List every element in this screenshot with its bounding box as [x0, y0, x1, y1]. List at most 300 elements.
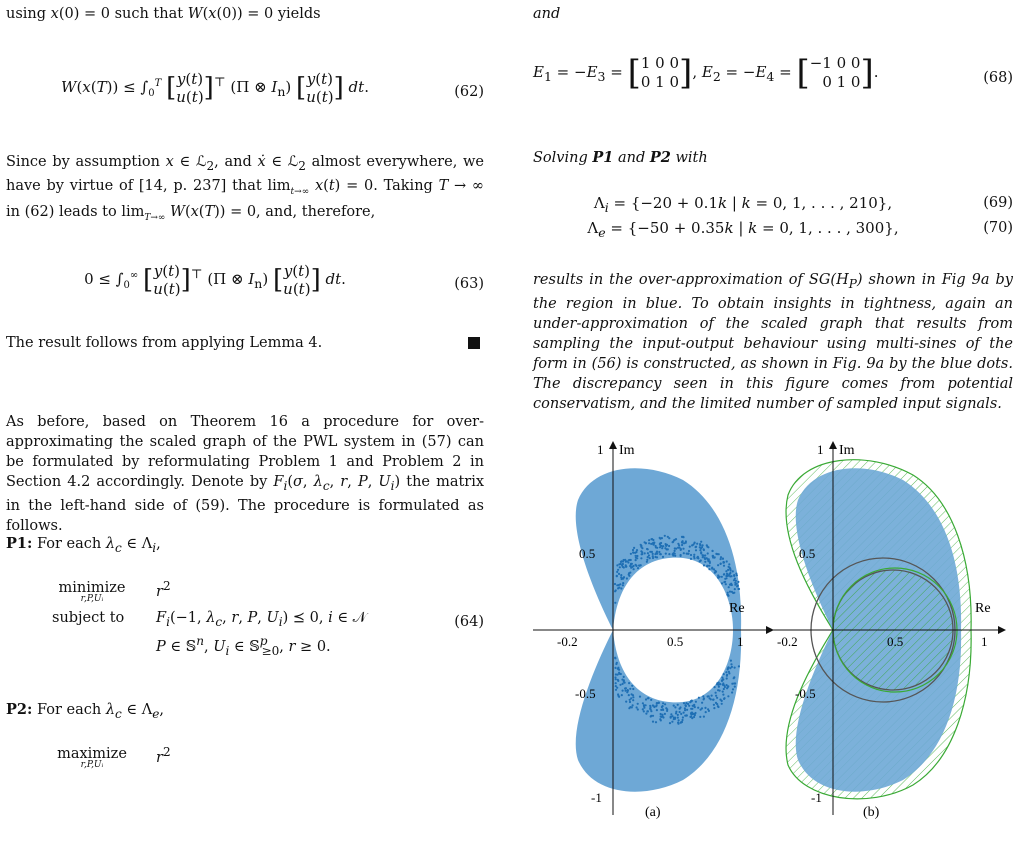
sample-dot	[632, 549, 634, 551]
sample-dot	[697, 556, 699, 558]
sample-dot	[658, 702, 660, 704]
sample-dot	[640, 550, 642, 552]
tick-label: -1	[591, 790, 602, 805]
sample-dot	[615, 589, 617, 591]
sample-dot	[729, 667, 731, 669]
tick-label: 1	[981, 634, 988, 649]
sample-dot	[735, 573, 737, 575]
sample-dot	[631, 693, 633, 695]
sample-dot	[620, 576, 622, 578]
sample-dot	[735, 580, 737, 582]
paragraph: Since by assumption x ∈ ℒ$_2$, and ẋ ∈ ℒ$_2$ almost everywhere, we have by virtue of [14, p. 237] that $\lim_{t\to\infty} x(t) = 0$. Taking T → ∞ in (62) leads to $\lim_{T\to\infty} W(x(T)) = 0$, and, therefore,	[6, 154, 485, 223]
sample-dot	[733, 676, 735, 678]
sample-dot	[670, 713, 672, 715]
sample-dot	[675, 712, 677, 714]
sample-dot	[652, 553, 654, 555]
tick-label: 0.5	[667, 634, 684, 649]
sample-dot	[645, 542, 647, 544]
equation-62: $W(x(T)) \le \int_0^T$ [y(t) u(t)]⊤ (Π ⊗ $I_n$) [y(t) u(t)] dt. (62)	[61, 70, 484, 106]
sample-dot	[730, 575, 732, 577]
sample-dot	[637, 708, 639, 710]
sample-dot	[721, 703, 723, 705]
sample-dot	[699, 544, 701, 546]
sample-dot	[640, 564, 642, 566]
sample-dot	[733, 579, 735, 581]
sample-dot	[646, 561, 648, 563]
figure-9	[533, 440, 1013, 830]
sample-dot	[652, 721, 654, 723]
sample-dot	[695, 546, 697, 548]
sample-dot	[628, 559, 630, 561]
sample-dot	[653, 706, 655, 708]
sample-dot	[682, 716, 684, 718]
tick-label: 0.5	[579, 546, 596, 561]
sample-dot	[685, 705, 687, 707]
sample-dot	[631, 685, 633, 687]
sample-dot	[662, 709, 664, 711]
tick-label: 1	[817, 442, 824, 457]
sample-dot	[707, 552, 709, 554]
sample-dot	[734, 588, 736, 590]
sample-dot	[635, 565, 637, 567]
tick-label: 0.5	[799, 546, 816, 561]
sample-dot	[661, 537, 663, 539]
sample-dot	[628, 682, 630, 684]
tick-label: -0.5	[795, 686, 816, 701]
sample-dot	[704, 707, 706, 709]
sample-dot	[693, 556, 695, 558]
sample-dot	[682, 540, 684, 542]
sample-dot	[650, 708, 652, 710]
sample-dot	[716, 697, 718, 699]
sample-dot	[636, 706, 638, 708]
sample-dot	[660, 715, 662, 717]
sample-dot	[649, 705, 651, 707]
sample-dot	[618, 696, 620, 698]
sample-dot	[682, 548, 684, 550]
sample-dot	[711, 695, 713, 697]
sample-dot	[625, 566, 627, 568]
sample-dot	[618, 563, 620, 565]
figure-caption-a: (a)	[645, 805, 661, 820]
sample-dot	[656, 702, 658, 704]
paragraph: The result follows from applying Lemma 4.	[6, 335, 323, 351]
sample-dot	[687, 553, 689, 555]
paragraph: Solving P1 and P2 with	[533, 149, 708, 166]
sample-dot	[727, 695, 729, 697]
qed-symbol	[468, 337, 480, 349]
sample-dot	[703, 564, 705, 566]
sample-dot	[704, 557, 706, 559]
sample-dot	[643, 710, 645, 712]
sample-dot	[648, 539, 650, 541]
figure-panel-a	[533, 442, 773, 820]
sample-dot	[621, 694, 623, 696]
sample-dot	[711, 568, 713, 570]
sample-dot	[733, 575, 735, 577]
sample-dot	[630, 697, 632, 699]
sample-dot	[715, 692, 717, 694]
sample-dot	[683, 712, 685, 714]
sample-dot	[703, 549, 705, 551]
sample-dot	[724, 581, 726, 583]
sample-dot	[659, 543, 661, 545]
sample-dot	[635, 551, 637, 553]
sample-dot	[708, 558, 710, 560]
sample-dot	[656, 709, 658, 711]
sample-dot	[622, 566, 624, 568]
sample-dot	[717, 564, 719, 566]
equation-number: (63)	[454, 276, 484, 292]
sample-dot	[732, 592, 734, 594]
paragraph: As before, based on Theorem 16 a procedure for over-approximating the scaled graph of the PWL system in (57) can be formulated by reformulating Problem 1 and Problem 2 in Section 4.2 accordingly. Denote by $F_i(\sigma$, $\lambda_c$, r, P, $U_i$) the matrix in the left-hand side of (59). The procedure is formulated as follows.	[6, 414, 485, 534]
sample-dot	[668, 553, 670, 555]
sample-dot	[626, 691, 628, 693]
sample-dot	[616, 687, 618, 689]
sample-dot	[716, 703, 718, 705]
sample-dot	[679, 708, 681, 710]
sample-dot	[692, 544, 694, 546]
sample-dot	[614, 602, 616, 604]
sample-dot	[632, 704, 634, 706]
sample-dot	[690, 554, 692, 556]
sample-dot	[620, 574, 622, 576]
sample-dot	[645, 698, 647, 700]
sample-dot	[631, 566, 633, 568]
sample-dot	[702, 554, 704, 556]
sample-dot	[662, 705, 664, 707]
sample-dot	[715, 553, 717, 555]
sample-dot	[727, 595, 729, 597]
sample-dot	[628, 707, 630, 709]
sample-dot	[662, 716, 664, 718]
equation-70: $\Lambda_e = \{-50 + 0.35k$ | k = 0, 1, . . . , 300}, (70)	[587, 219, 1013, 240]
sample-dot	[641, 547, 643, 549]
sample-dot	[734, 686, 736, 688]
sample-dot	[708, 710, 710, 712]
tick-label: 1	[737, 634, 744, 649]
sample-dot	[737, 585, 739, 587]
sample-dot	[726, 560, 728, 562]
sample-dot	[656, 553, 658, 555]
sample-dot	[731, 584, 733, 586]
paragraph: and	[533, 6, 561, 22]
sample-dot	[625, 690, 627, 692]
sample-dot	[656, 704, 658, 706]
sample-dot	[699, 716, 701, 718]
sample-dot	[683, 552, 685, 554]
sample-dot	[673, 705, 675, 707]
axis-label-im: Im	[839, 443, 855, 458]
sample-dot	[633, 568, 635, 570]
sample-dot	[628, 573, 630, 575]
sample-dot	[640, 557, 642, 559]
sample-dot	[642, 702, 644, 704]
sample-dot	[622, 690, 624, 692]
sample-dot	[721, 582, 723, 584]
sample-dot	[622, 683, 624, 685]
sample-dot	[708, 565, 710, 567]
sample-dot	[677, 547, 679, 549]
sample-dot	[675, 538, 677, 540]
sample-dot	[664, 703, 666, 705]
sample-dot	[681, 719, 683, 721]
sample-dot	[725, 570, 727, 572]
sample-dot	[705, 711, 707, 713]
sample-dot	[717, 689, 719, 691]
sample-dot	[710, 698, 712, 700]
sample-dot	[662, 545, 664, 547]
equation-number: (64)	[454, 614, 484, 630]
sample-dot	[629, 565, 631, 567]
sample-dot	[616, 564, 618, 566]
sample-dot	[649, 557, 651, 559]
axis-label-re: Re	[729, 601, 745, 616]
sample-dot	[736, 583, 738, 585]
sample-dot	[691, 712, 693, 714]
sample-dot	[695, 549, 697, 551]
sample-dot	[722, 691, 724, 693]
sample-dot	[738, 665, 740, 667]
sample-dot	[693, 705, 695, 707]
sample-dot	[700, 541, 702, 543]
sample-dot	[727, 685, 729, 687]
sample-dot	[728, 566, 730, 568]
sample-dot	[622, 582, 624, 584]
sample-dot	[707, 546, 709, 548]
problem-p2-heading: P2: For each $\lambda_c$ ∈ $\Lambda_e$,	[6, 701, 164, 721]
sample-dot	[689, 546, 691, 548]
sample-dot	[667, 548, 669, 550]
sample-dot	[723, 698, 725, 700]
sample-dot	[672, 541, 674, 543]
sample-dot	[721, 576, 723, 578]
sample-dot	[629, 572, 631, 574]
sample-dot	[637, 703, 639, 705]
sample-dot	[695, 701, 697, 703]
sample-dot	[680, 554, 682, 556]
sample-dot	[686, 709, 688, 711]
sample-dot	[720, 563, 722, 565]
sample-dot	[713, 707, 715, 709]
sample-dot	[723, 565, 725, 567]
axis-label-re: Re	[975, 601, 991, 616]
sample-dot	[683, 702, 685, 704]
sample-dot	[730, 569, 732, 571]
sample-dot	[730, 660, 732, 662]
sample-dot	[622, 584, 624, 586]
sample-dot	[671, 721, 673, 723]
sample-dot	[629, 688, 631, 690]
sample-dot	[712, 555, 714, 557]
sample-dot	[730, 663, 732, 665]
sample-dot	[656, 556, 658, 558]
sample-dot	[690, 558, 692, 560]
sample-dot	[684, 709, 686, 711]
sample-dot	[723, 573, 725, 575]
sample-dot	[724, 578, 726, 580]
sample-dot	[615, 682, 617, 684]
sample-dot	[711, 550, 713, 552]
sample-dot	[635, 555, 637, 557]
sample-dot	[680, 548, 682, 550]
sample-dot	[729, 591, 731, 593]
sample-dot	[712, 699, 714, 701]
sample-dot	[723, 684, 725, 686]
sample-dot	[694, 712, 696, 714]
sample-dot	[722, 678, 724, 680]
sample-dot	[669, 722, 671, 724]
sample-dot	[646, 559, 648, 561]
sample-dot	[702, 695, 704, 697]
sample-dot	[655, 545, 657, 547]
sample-dot	[620, 673, 622, 675]
sample-dot	[722, 558, 724, 560]
sample-dot	[635, 559, 637, 561]
sample-dot	[709, 562, 711, 564]
tick-label: -0.5	[575, 686, 596, 701]
sample-dot	[662, 556, 664, 558]
sample-dot	[732, 570, 734, 572]
sample-dot	[689, 701, 691, 703]
sample-dot	[719, 576, 721, 578]
sample-dot	[725, 583, 727, 585]
sample-dot	[708, 568, 710, 570]
sample-dot	[659, 553, 661, 555]
tick-label: 0.5	[887, 634, 904, 649]
sample-dot	[677, 704, 679, 706]
sample-dot	[726, 573, 728, 575]
sample-dot	[668, 545, 670, 547]
sample-dot	[729, 572, 731, 574]
sample-dot	[723, 688, 725, 690]
sample-dot	[625, 701, 627, 703]
sample-dot	[640, 544, 642, 546]
sample-dot	[659, 546, 661, 548]
sample-dot	[650, 699, 652, 701]
sample-dot	[619, 566, 621, 568]
paragraph: using x(0) = 0 such that W(x(0)) = 0 yields	[6, 6, 321, 22]
sample-dot	[688, 550, 690, 552]
sample-dot	[639, 696, 641, 698]
sample-dot	[636, 557, 638, 559]
sample-dot	[704, 561, 706, 563]
sample-dot	[614, 667, 616, 669]
sample-dot	[715, 571, 717, 573]
equation-69: $\Lambda_i = \{-20 + 0.1k$ | k = 0, 1, . . . , 210}, (69)	[593, 194, 1013, 215]
sample-dot	[652, 715, 654, 717]
sample-dot	[624, 559, 626, 561]
sample-dot	[734, 667, 736, 669]
sample-dot	[699, 560, 701, 562]
sample-dot	[732, 688, 734, 690]
tick-label: -1	[811, 790, 822, 805]
sample-dot	[703, 697, 705, 699]
equation-number: (62)	[454, 84, 484, 100]
equation-63: $0 \le \int_0^\infty$ [y(t) u(t)]⊤ (Π ⊗ $I_n$) [y(t) u(t)] dt. (63)	[84, 262, 484, 298]
sample-dot	[619, 684, 621, 686]
equation-number: (70)	[983, 220, 1013, 236]
sample-dot	[715, 695, 717, 697]
sample-dot	[623, 676, 625, 678]
sample-dot	[731, 683, 733, 685]
sample-dot	[717, 706, 719, 708]
sample-dot	[616, 575, 618, 577]
sample-dot	[689, 716, 691, 718]
sample-dot	[718, 686, 720, 688]
sample-dot	[621, 560, 623, 562]
sample-dot	[643, 707, 645, 709]
sample-dot	[615, 673, 617, 675]
sample-dot	[632, 696, 634, 698]
sample-dot	[642, 708, 644, 710]
sample-dot	[722, 561, 724, 563]
sample-dot	[693, 716, 695, 718]
sample-dot	[655, 721, 657, 723]
sample-dot	[674, 706, 676, 708]
sample-dot	[649, 551, 651, 553]
sample-dot	[615, 678, 617, 680]
tick-label: 1	[597, 442, 604, 457]
sample-dot	[648, 542, 650, 544]
sample-dot	[697, 707, 699, 709]
sample-dot	[679, 711, 681, 713]
sample-dot	[674, 547, 676, 549]
sample-dot	[665, 545, 667, 547]
sample-dot	[704, 554, 706, 556]
sample-dot	[702, 544, 704, 546]
sample-dot	[664, 535, 666, 537]
sample-dot	[706, 544, 708, 546]
sample-dot	[641, 553, 643, 555]
sample-dot	[645, 713, 647, 715]
sample-dot	[618, 573, 620, 575]
sample-dot	[652, 539, 654, 541]
sample-dot	[662, 702, 664, 704]
sample-dot	[706, 565, 708, 567]
sample-dot	[680, 721, 682, 723]
sample-dot	[673, 717, 675, 719]
sample-dot	[727, 667, 729, 669]
sample-dot	[653, 542, 655, 544]
sample-dot	[631, 563, 633, 565]
sample-dot	[677, 723, 679, 725]
sample-dot	[726, 575, 728, 577]
sample-dot	[664, 713, 666, 715]
sample-dot	[614, 583, 616, 585]
sample-dot	[647, 552, 649, 554]
sample-dot	[617, 693, 619, 695]
sample-dot	[738, 588, 740, 590]
sample-dot	[614, 657, 616, 659]
sample-dot	[728, 563, 730, 565]
sample-dot	[731, 691, 733, 693]
sample-dot	[674, 555, 676, 557]
sample-dot	[691, 708, 693, 710]
sample-dot	[725, 671, 727, 673]
sample-dot	[666, 710, 668, 712]
sample-dot	[721, 677, 723, 679]
equation-number: (69)	[983, 195, 1013, 211]
sample-dot	[637, 567, 639, 569]
sample-dot	[721, 700, 723, 702]
sample-dot	[726, 674, 728, 676]
tick-label: -0.2	[777, 634, 798, 649]
figure-panel-b	[753, 442, 1005, 820]
sample-dot	[617, 680, 619, 682]
sample-dot	[659, 537, 661, 539]
sample-dot	[647, 697, 649, 699]
